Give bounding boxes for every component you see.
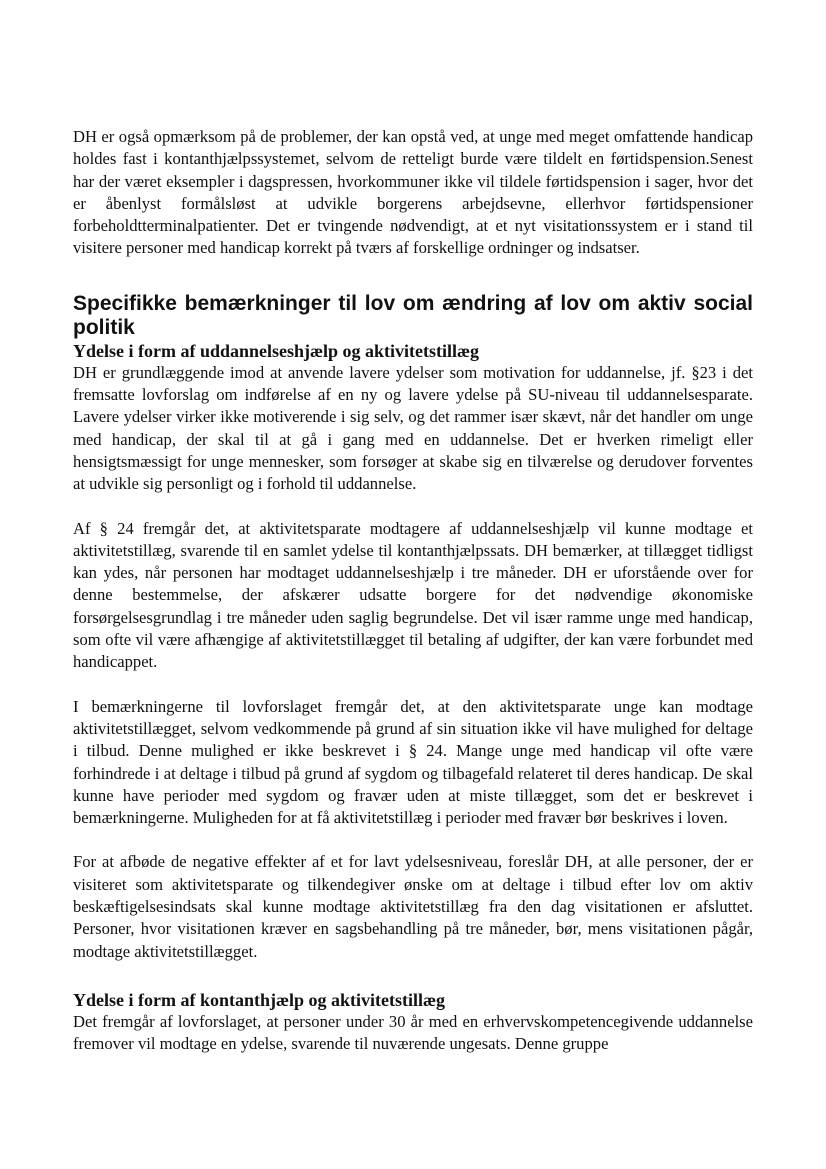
paragraph-afboede: For at afbøde de negative effekter af et for lavt ydelsesniveau, foreslår DH, at alle personer, der er visiteret som aktivitetsparate og tilkendegiver ønske om at deltage i tilbud efter lov om aktiv beskæftigelsesindsats skal kunne modtage aktivitetstillæg fra den dag visitationen er afsluttet. Personer, hvor visitationen kræver en sagsbehandling på tre måneder, bør, mens visitationen pågår, modtage aktivitetstillægget. [73, 852, 753, 961]
paragraph-bemaerkninger: I bemærkningerne til lovforslaget fremgår det, at den aktivitetsparate unge kan modtage aktivitetstillægget, selvom vedkommende på grund af sin situation ikke vil have mulighed for deltage i tilbud. Denne mulighed er ikke beskrevet i § 24. Mange unge med handicap vil ofte være forhindrede i at deltage i tilbud på grund af sygdom og tilbagefald relateret til deres handicap. De skal kunne have perioder med sygdom og fravær uden at miste tillægget, som det er beskrevet i bemærkningerne. Muligheden for at få aktivitetstillæg i perioder med fravær bør beskrives i loven. [73, 696, 753, 828]
paragraph-kontanthjaelp: Det fremgår af lovforslaget, at personer under 30 år med en erhvervskompetencegivende uddannelse fremover vil modtage en ydelse, svarende til nuværende ungesats. Denne gruppe [73, 1011, 753, 1054]
intro-paragraph: DH er også opmærksom på de problemer, der kan opstå ved, at unge med meget omfattende handicap holdes fast i kontanthjælpssystemet, selvom de retteligt burde være tildelt en førtidspension.Senest har der været eksempler i dagspressen, hvorkommuner ikke vil tildele førtidspension i sager, hvor det er åbenlyst formålsløst at udvikle borgerens arbejdsevne, ellerhvor førtidspensioner forbeholdtterminalpatienter. Det er tvingende nødvendigt, at et nyt visitationssystem er i stand til visitere personer med handicap korrekt på tværs af forskellige ordninger og indsatser. [73, 127, 753, 258]
subsection-heading-uddannelseshjaelp: Ydelse i form af uddannelseshjælp og aktivitetstillæg [73, 340, 480, 361]
section-heading: Specifikke bemærkninger til lov om ændring af lov om aktiv social politik [73, 291, 753, 339]
subsection-heading-kontanthjaelp: Ydelse i form af kontanthjælp og aktivitetstillæg [73, 989, 445, 1010]
paragraph-paragraf-24: Af § 24 fremgår det, at aktivitetsparate modtagere af uddannelseshjælp vil kunne modtage et aktivitetstillæg, svarende til en samlet ydelse til kontanthjælpssats. DH bemærker, at tillægget tidligst kan ydes, når personen har modtaget uddannelseshjælp i tre måneder. DH er uforstående over for denne bestemmelse, der afskærer udsatte borgere for det nødvendige økonomiske forsørgelsesgrundlag i tre måneder uden saglig begrundelse. Det vil især ramme unge med handicap, som ofte vil være afhængige af aktivitetstillægget til betaling af udgifter, der kan være forbundet med handicappet. [73, 518, 753, 672]
document-page [73, 126, 753, 1056]
paragraph-lavere-ydelser: DH er grundlæggende imod at anvende lavere ydelser som motivation for uddannelse, jf. §23 i det fremsatte lovforslag om indførelse af en ny og lavere ydelse på SU-niveau til uddannelsesparate. Lavere ydelser virker ikke motiverende i sig selv, og det rammer især skævt, når det handler om unge med handicap, der skal til at gå i gang med en uddannelse. Det er hverken rimeligt eller hensigtsmæssigt for unge mennesker, som forsøger at skabe sig en tilværelse og derudover forventes at udvikle sig personligt og i forhold til uddannelse. [73, 362, 753, 494]
